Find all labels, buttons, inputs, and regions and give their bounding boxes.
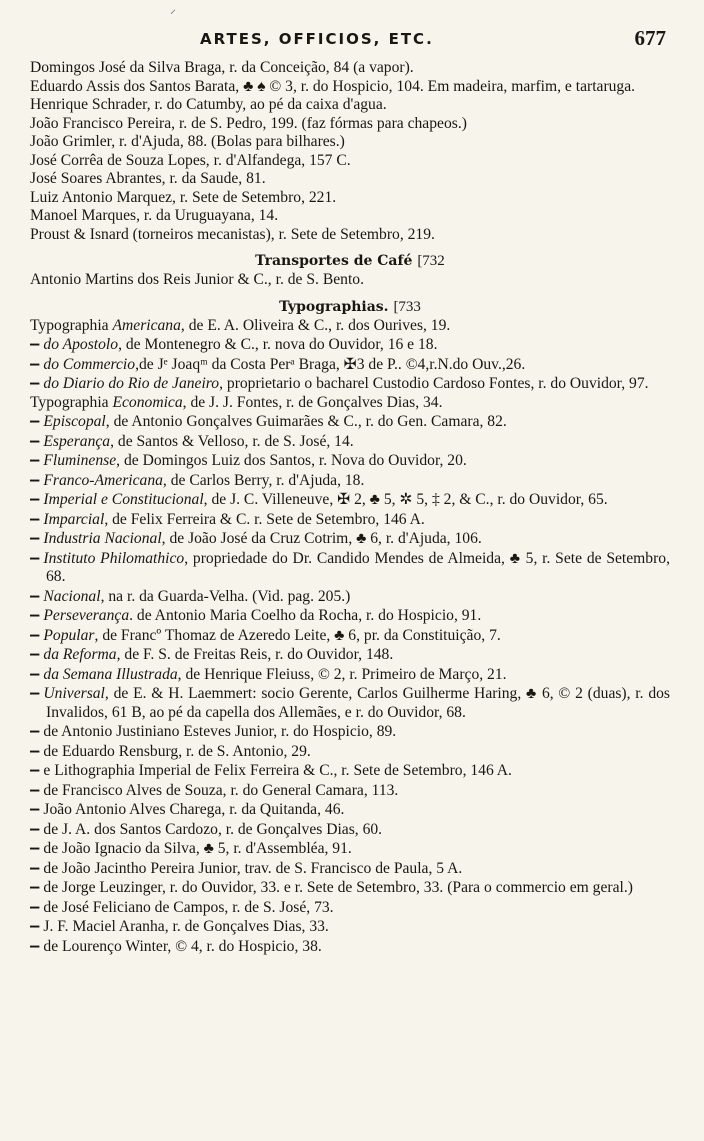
directory-entry [30, 152, 670, 171]
ditto-dash: — [30, 936, 40, 955]
entry-text: , de E. A. Oliveira & C., r. dos Ourives, 19. [180, 316, 451, 334]
directory-entry [30, 917, 670, 937]
ditto-dash: — [30, 878, 40, 896]
ditto-dash: — [30, 897, 40, 916]
entry-name-italic: Franco-Americana [43, 471, 163, 489]
entry-name-italic: Episcopal [43, 413, 106, 430]
directory-entry [30, 606, 670, 626]
ditto-dash: — [30, 335, 40, 353]
directory-entry [30, 115, 670, 134]
ditto-dash: — [30, 606, 40, 624]
directory-entry [30, 432, 670, 452]
entry-name-italic: Popular [43, 626, 95, 644]
entry-text: João Antonio Alves Charega, r. da Quitanda, 46. [43, 801, 345, 818]
entry-text: de Jorge Leuzinger, r. do Ouvidor, 33. e r. Sete de Setembro, 33. (Para o commercio em geral.) [43, 879, 633, 896]
directory-entry [30, 59, 670, 78]
entry-text: Manoel Marques, r. da Uruguayana, 14. [30, 207, 279, 224]
ditto-dash: — [30, 800, 40, 818]
directory-entry [30, 471, 670, 491]
directory-entry [30, 394, 670, 413]
directory-entry [30, 374, 670, 394]
entry-text: Luiz Antonio Marquez, r. Sete de Setembro, 221. [30, 188, 337, 206]
directory-entry [30, 645, 670, 665]
entry-text: , de Montenegro & C., r. nova do Ouvidor, 16 e 18. [118, 336, 438, 353]
ditto-dash: — [30, 819, 40, 838]
entry-text: , de J. C. Villeneuve, ✠ 2, ♣ 5, ✲ 5, ‡ 2, & C., r. do Ouvidor, 65. [203, 491, 608, 508]
entry-name-italic: Industria Nacional [43, 530, 162, 547]
directory-entry [30, 898, 670, 918]
directory-entry [30, 800, 670, 820]
directory-entry [30, 226, 670, 245]
entry-text: , de Francº Thomaz de Azeredo Leite, ♣ 6, pr. da Constituição, 7. [94, 626, 501, 644]
entry-name-italic: Universal [43, 685, 105, 702]
directory-entry [30, 549, 670, 587]
ditto-dash: — [30, 741, 40, 760]
entry-text: e Lithographia Imperial de Felix Ferreira & C., r. Sete de Setembro, 146 A. [43, 762, 512, 779]
ditto-dash: — [30, 354, 40, 373]
ditto-dash: — [30, 451, 40, 469]
directory-entry [30, 742, 670, 762]
ditto-dash: — [30, 490, 40, 508]
directory-entry [30, 451, 670, 471]
ditto-dash: — [30, 858, 40, 877]
ditto-dash: — [30, 664, 40, 683]
entry-text: , de Antonio Gonçalves Guimarães & C., r. do Gen. Camara, 82. [105, 413, 507, 430]
entry-name-italic: da Reforma [43, 646, 117, 663]
entry-text: de João Jacintho Pereira Junior, trav. de S. Francisco de Paula, 5 A. [43, 859, 463, 877]
entry-name-italic: Economica [112, 393, 183, 411]
page-number: 677 [634, 26, 666, 50]
entry-text: João Grimler, r. d'Ajuda, 88. (Bolas para bilhares.) [30, 133, 345, 150]
entry-text: J. F. Maciel Aranha, r. de Gonçalves Dias, 33. [43, 918, 329, 935]
ditto-dash: — [30, 374, 40, 392]
directory-entry [30, 96, 670, 115]
entry-text: de Antonio Justiniano Esteves Junior, r. do Hospicio, 89. [43, 723, 397, 740]
entry-text: de João Ignacio da Silva, ♣ 5, r. d'Assembléa, 91. [43, 840, 352, 857]
entry-text: , de Santos & Velloso, r. de S. José, 14. [110, 432, 354, 450]
ditto-dash: — [30, 839, 40, 857]
entry-text: ,de Jᵉ Joaqᵐ da Costa Perᵃ Braga, ✠3 de P.. ©4,r.N.do Ouv.,26. [135, 355, 526, 373]
ditto-dash: — [30, 431, 40, 450]
entry-text: João Francisco Pereira, r. de S. Pedro, 199. (faz fórmas para chapeos.) [30, 114, 467, 132]
directory-entry [30, 317, 670, 336]
entry-name-italic: Imparcial [43, 510, 105, 528]
entry-text: de Lourenço Winter, © 4, r. do Hospicio, 38. [43, 937, 322, 955]
directory-entry [30, 761, 670, 781]
entry-name-italic: do Apostolo [43, 336, 119, 353]
entry-text: de Eduardo Rensburg, r. de S. Antonio, 29. [43, 742, 311, 760]
directory-entry [30, 189, 670, 208]
directory-entry [30, 529, 670, 549]
entry-text: , de Felix Ferreira & C. r. Sete de Setembro, 146 A. [104, 510, 425, 528]
directory-entry [30, 271, 670, 290]
entry-name-italic: da Semana Illustrada [43, 665, 178, 683]
directory-entry [30, 587, 670, 607]
ditto-dash: — [30, 586, 40, 605]
entry-text: de Francisco Alves de Souza, r. do General Camara, 113. [43, 781, 399, 799]
entry-name-italic: Americana [112, 316, 181, 334]
running-header [0, 26, 704, 54]
ditto-dash: — [30, 625, 40, 644]
directory-entry [30, 355, 670, 375]
entry-text: Domingos José da Silva Braga, r. da Conceição, 84 (a vapor). [30, 59, 414, 76]
directory-entry [30, 335, 670, 355]
entry-text: de José Feliciano de Campos, r. de S. José, 73. [43, 898, 334, 916]
directory-entry [30, 878, 670, 898]
ditto-dash: — [30, 645, 40, 663]
entry-text: , de João José da Cruz Cotrim, ♣ 6, r. d'Ajuda, 106. [161, 530, 482, 547]
ditto-dash: — [30, 722, 40, 740]
directory-entry [30, 820, 670, 840]
entry-text: . de Antonio Maria Coelho da Rocha, r. do Hospicio, 91. [129, 607, 482, 624]
section-heading-text: Typographias. [279, 298, 389, 315]
ditto-dash: — [30, 509, 40, 528]
entry-name-italic: Nacional [43, 587, 101, 605]
ditto-dash: — [30, 470, 40, 489]
ditto-dash: — [30, 412, 40, 430]
entry-text: , de Carlos Berry, r. d'Ajuda, 18. [162, 471, 365, 489]
corner-flourish-icon: ⸝ [170, 2, 177, 16]
entry-name-italic: Fluminense [43, 452, 117, 469]
entry-text: , de E. & H. Laemmert: socio Gerente, Carlos Guilherme Haring, ♣ 6, © 2 (duas), r. dos Invalidos, 61 B, ao pé da capella dos Allemães, e r. do Ouvidor, 68. [46, 685, 670, 721]
directory-entry [30, 207, 670, 226]
directory-entry [30, 665, 670, 685]
entry-text: , de J. J. Fontes, r. de Gonçalves Dias, 34. [182, 393, 443, 411]
entry-text: Henrique Schrader, r. do Catumby, ao pé da caixa d'agua. [30, 96, 387, 113]
entry-text: Proust & Isnard (torneiros mecanistas), r. Sete de Setembro, 219. [30, 225, 435, 243]
entry-text: , propriedade do Dr. Candido Mendes de Almeida, ♣ 5, r. Sete de Setembro, 68. [46, 549, 670, 585]
section-number: [733 [393, 298, 421, 315]
directory-entry [30, 781, 670, 801]
directory-entry [30, 839, 670, 859]
entry-text: Eduardo Assis dos Santos Barata, ♣ ♠ © 3, r. do Hospicio, 104. Em madeira, marfim, e tartaruga. [30, 77, 636, 95]
entry-text: José Corrêa de Souza Lopes, r. d'Alfandega, 157 C. [30, 151, 351, 169]
entry-name-italic: Imperial e Constitucional [43, 491, 204, 508]
entry-text: Typographia [30, 316, 113, 334]
entry-text: , proprietario o bacharel Custodio Cardoso Fontes, r. do Ouvidor, 97. [219, 375, 649, 392]
entry-name-italic: Instituto Philomathico [43, 549, 185, 567]
entry-text: , na r. da Guarda-Velha. (Vid. pag. 205.) [100, 587, 351, 605]
directory-entry [30, 626, 670, 646]
ditto-dash: — [30, 780, 40, 799]
section-heading [30, 252, 670, 270]
directory-entry [30, 937, 670, 957]
ditto-dash: — [30, 917, 40, 935]
entry-text: Antonio Martins dos Reis Junior & C., r. de S. Bento. [30, 271, 364, 288]
ditto-dash: — [30, 529, 40, 547]
entry-name-italic: Perseverança [43, 607, 130, 624]
directory-entry [30, 133, 670, 152]
entry-text: Typographia [30, 393, 113, 411]
entry-text: , de Domingos Luiz dos Santos, r. Nova do Ouvidor, 20. [116, 452, 467, 469]
entry-text: de J. A. dos Santos Cardozo, r. de Gonçalves Dias, 60. [43, 820, 383, 838]
entry-text: , de Henrique Fleiuss, © 2, r. Primeiro de Março, 21. [177, 665, 507, 683]
ditto-dash: — [30, 548, 40, 567]
entry-name-italic: do Commercio [43, 355, 136, 373]
page-title: ARTES, OFFICIOS, ETC. [200, 30, 434, 48]
directory-entry [30, 412, 670, 432]
directory-entry [30, 170, 670, 189]
entry-name-italic: Esperança [43, 432, 111, 450]
section-number: [732 [417, 253, 445, 269]
ditto-dash: — [30, 761, 40, 779]
directory-entry [30, 859, 670, 879]
directory-entry [30, 510, 670, 530]
directory-listing [30, 59, 670, 956]
section-heading-text: Transportes de Café [255, 253, 413, 269]
directory-entry [30, 490, 670, 510]
entry-text: , de F. S. de Freitas Reis, r. do Ouvidor, 148. [116, 646, 394, 663]
directory-entry [30, 78, 670, 97]
directory-entry [30, 684, 670, 722]
entry-name-italic: do Diario do Rio de Janeiro [43, 375, 220, 392]
entry-text: José Soares Abrantes, r. da Saude, 81. [30, 170, 266, 187]
ditto-dash: — [30, 684, 40, 702]
directory-entry [30, 722, 670, 742]
section-heading [30, 298, 670, 316]
